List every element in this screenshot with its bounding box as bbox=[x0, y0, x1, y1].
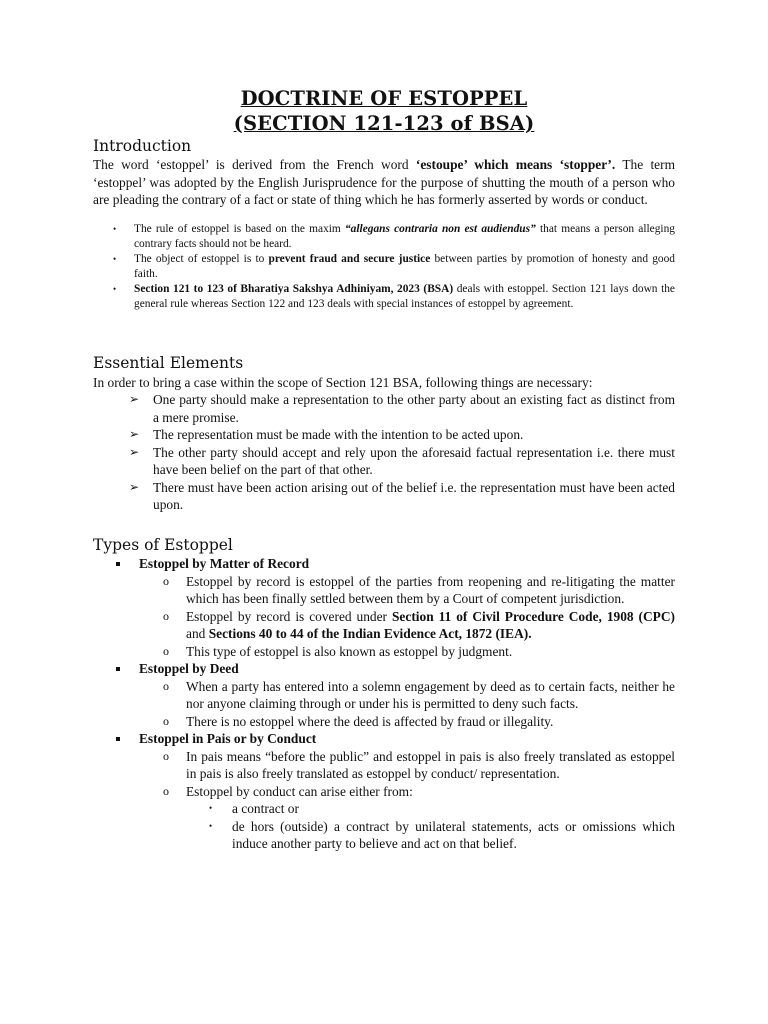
circle-bullet-icon: o bbox=[163, 643, 169, 658]
bullet-icon: • bbox=[209, 820, 213, 831]
circle-bullet-icon: o bbox=[163, 748, 169, 763]
bullet-icon: • bbox=[113, 254, 117, 264]
bullet-text: The object of estoppel is to bbox=[134, 253, 269, 265]
circle-bullet-icon: o bbox=[163, 678, 169, 693]
list-item bbox=[113, 222, 675, 252]
types-heading: Types of Estoppel bbox=[93, 536, 233, 554]
element-text: There must have been action arising out of the belief i.e. the representation must have been acted upon. bbox=[153, 479, 675, 512]
element-text: The representation must be made with the intention to be acted upon. bbox=[153, 427, 524, 442]
item-text: Estoppel by record is estoppel of the parties from reopening and re-litigating the matter which has been finally settled between them by a Court of competent jurisdiction. bbox=[186, 573, 675, 606]
document-title: DOCTRINE OF ESTOPPEL bbox=[240, 87, 528, 110]
item-text: and bbox=[186, 626, 209, 641]
item-text: a contract or bbox=[232, 801, 299, 816]
item-text: This type of estoppel is also known as estoppel by judgment. bbox=[186, 643, 513, 659]
emphasis-text: Section 121 to 123 of Bharatiya Sakshya Adhiniyam, 2023 (BSA) bbox=[134, 283, 454, 295]
circle-bullet-icon: o bbox=[163, 608, 169, 623]
list-item bbox=[93, 573, 675, 608]
types-list bbox=[93, 555, 675, 853]
bullet-text: deals with estoppel. Section 121 lays down the general rule whereas Section 122 and 123 deals with special instances of estoppel by agreement. bbox=[134, 283, 675, 310]
circle-bullet-icon: o bbox=[163, 783, 169, 798]
type-deed-label bbox=[93, 660, 675, 678]
introduction-bullet-list bbox=[113, 222, 675, 312]
type-label-text: Estoppel by Matter of Record bbox=[139, 556, 310, 571]
bullet-icon: • bbox=[113, 224, 117, 234]
bullet-text: The rule of estoppel is based on the maxim bbox=[134, 223, 345, 235]
element-text: One party should make a representation to the other party about an existing fact as distinct from a mere promise. bbox=[153, 392, 675, 425]
statute-text: Section 11 of Civil Procedure Code, 1908 (CPC) bbox=[391, 608, 675, 624]
maxim-text: “allegans contraria non est audiendus” bbox=[344, 223, 536, 235]
list-item bbox=[129, 391, 675, 426]
list-item bbox=[93, 800, 675, 818]
list-item bbox=[93, 748, 675, 783]
type-label-text: Estoppel in Pais or by Conduct bbox=[139, 731, 317, 746]
list-item bbox=[93, 713, 675, 731]
statute-text: Sections 40 to 44 of the Indian Evidence Act, 1872 (IEA). bbox=[208, 626, 532, 641]
item-text: When a party has entered into a solemn engagement by deed as to certain facts, neither he nor anyone claiming through or under his is permitted to deny such facts. bbox=[186, 678, 675, 711]
list-item bbox=[113, 252, 675, 282]
intro-text-bold: ‘estoupe’ which means ‘stopper’. bbox=[415, 157, 616, 172]
bullet-icon: • bbox=[209, 803, 213, 813]
list-item bbox=[93, 643, 675, 661]
element-text: The other party should accept and rely upon the aforesaid factual representation i.e. there must have been belief on the part of that other. bbox=[153, 444, 675, 477]
arrow-bullet-icon: ➢ bbox=[129, 392, 140, 406]
circle-bullet-icon: o bbox=[163, 713, 169, 728]
list-item bbox=[93, 678, 675, 713]
item-text: Estoppel by record is covered under bbox=[186, 608, 392, 624]
square-bullet-icon bbox=[116, 737, 120, 741]
list-item bbox=[113, 282, 675, 312]
arrow-bullet-icon: ➢ bbox=[129, 479, 140, 494]
square-bullet-icon bbox=[116, 667, 120, 671]
emphasis-text: prevent fraud and secure justice bbox=[268, 253, 431, 265]
type-label-text: Estoppel by Deed bbox=[139, 661, 239, 676]
list-item bbox=[129, 444, 675, 479]
list-item bbox=[129, 479, 675, 514]
item-text: Estoppel by conduct can arise either from: bbox=[186, 783, 413, 799]
list-item bbox=[93, 608, 675, 643]
introduction-heading: Introduction bbox=[93, 137, 192, 155]
document-subtitle: (SECTION 121-123 of BSA) bbox=[233, 112, 535, 135]
intro-text-part2: The term ‘estoppel’ was adopted by the English Jurisprudence for the purpose of shutting the mouth of a person who are pleading the contrary of a fact or state of thing which he has formerly asserted by words or conduct. bbox=[93, 157, 675, 207]
essential-elements-intro: In order to bring a case within the scope of Section 121 BSA, following things are necessary: bbox=[93, 375, 593, 390]
bullet-text: between parties by promotion of honesty and good faith. bbox=[134, 253, 675, 280]
list-item bbox=[129, 426, 675, 444]
list-item bbox=[93, 818, 675, 853]
intro-text-part1: The word ‘estoppel’ is derived from the French word bbox=[93, 157, 416, 172]
list-item bbox=[93, 783, 675, 801]
arrow-bullet-icon: ➢ bbox=[129, 427, 140, 441]
type-pais-label bbox=[93, 730, 675, 748]
item-text: de hors (outside) a contract by unilateral statements, acts or omissions which induce another party to believe and act on that belief. bbox=[232, 818, 675, 851]
introduction-paragraph bbox=[93, 156, 675, 209]
essential-elements-heading: Essential Elements bbox=[93, 354, 244, 372]
bullet-text: that means a person alleging contrary facts should not be heard. bbox=[134, 223, 675, 250]
essential-elements-list bbox=[129, 391, 675, 514]
item-text: In pais means “before the public” and estoppel in pais is also freely translated as estoppel in pais is also freely translated as estoppel by conduct/ representation. bbox=[186, 748, 675, 781]
item-text: There is no estoppel where the deed is affected by fraud or illegality. bbox=[186, 713, 554, 729]
bullet-icon: • bbox=[113, 284, 117, 294]
arrow-bullet-icon: ➢ bbox=[129, 444, 140, 459]
circle-bullet-icon: o bbox=[163, 573, 169, 588]
square-bullet-icon bbox=[116, 562, 120, 566]
type-record-label bbox=[93, 555, 675, 573]
